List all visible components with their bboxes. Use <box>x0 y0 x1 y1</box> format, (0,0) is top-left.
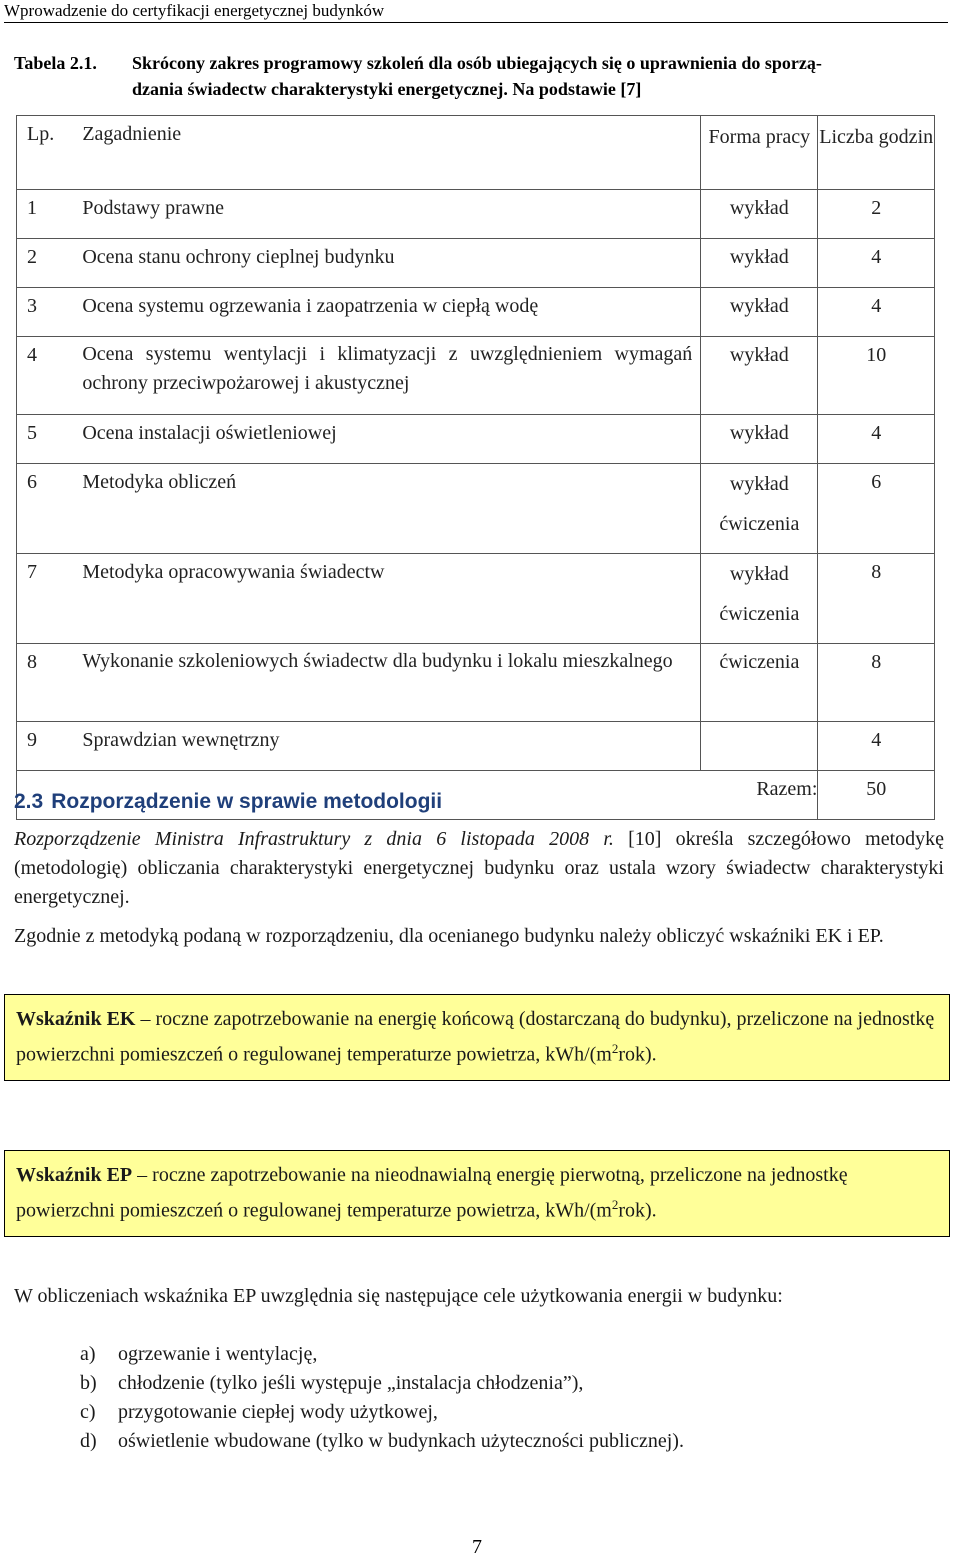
total-value: 50 <box>818 771 935 820</box>
table-caption-line1: Skrócony zakres programowy szkoleń dla osób ubiegających się o uprawnienia do sporzą- <box>132 53 822 73</box>
list-text: ogrzewanie i wentylację, <box>118 1343 318 1365</box>
row-topic: Metodyka obliczeń <box>82 464 700 554</box>
row-topic: Sprawdzian wewnętrzny <box>82 722 700 771</box>
definition-ep: – roczne zapotrzebowanie na nieodnawialną energię pierwotną, przeliczone na jednostkę powierzchni pomieszczeń o regulowanej temperaturze powietrza, kWh/(m <box>16 1164 848 1222</box>
table-row <box>17 464 935 554</box>
row-lp: 3 <box>17 288 83 337</box>
row-lp: 4 <box>17 337 83 415</box>
definition-ep-tail: rok). <box>618 1199 657 1222</box>
list-marker: d) <box>80 1430 97 1452</box>
row-hours: 8 <box>818 554 935 644</box>
row-forma: wykład <box>701 337 818 415</box>
row-hours: 8 <box>818 644 935 722</box>
row-hours: 4 <box>818 288 935 337</box>
table-row <box>17 722 935 771</box>
row-lp: 1 <box>17 190 83 239</box>
row-lp: 6 <box>17 464 83 554</box>
header-godziny: Liczba godzin <box>818 116 935 190</box>
sup-ep: 2 <box>611 1197 619 1212</box>
paragraph-ep-uses: W obliczeniach wskaźnika EP uwzględnia się następujące cele użytkowania energii w budynku: <box>14 1285 783 1307</box>
row-topic: Ocena instalacji oświetleniowej <box>82 415 700 464</box>
row-forma: wykład <box>701 239 818 288</box>
table-header-row <box>17 116 935 190</box>
row-hours: 6 <box>818 464 935 554</box>
row-forma <box>701 554 818 644</box>
table-row <box>17 644 935 722</box>
row-topic: Ocena stanu ochrony cieplnej budynku <box>82 239 700 288</box>
regulation-title: Rozporządzenie Ministra Infrastruktury z dnia 6 listopada 2008 r. <box>14 828 614 850</box>
row-hours: 10 <box>818 337 935 415</box>
row-lp: 9 <box>17 722 83 771</box>
table-row <box>17 239 935 288</box>
running-header <box>4 0 948 23</box>
row-hours: 2 <box>818 190 935 239</box>
paragraph-method: Zgodnie z metodyką podaną w rozporządzeniu, dla ocenianego budynku należy obliczyć wskaźniki EK i EP. <box>14 925 884 947</box>
row-forma: ćwiczenia <box>701 644 818 722</box>
row-topic: Podstawy prawne <box>82 190 700 239</box>
forma-item: wykład <box>729 473 789 495</box>
row-forma <box>701 464 818 554</box>
course-table <box>16 115 935 820</box>
list-marker: a) <box>80 1343 96 1365</box>
row-forma: wykład <box>701 190 818 239</box>
row-hours: 4 <box>818 239 935 288</box>
header-lp: Lp. <box>17 116 83 190</box>
row-lp: 7 <box>17 554 83 644</box>
list-text: oświetlenie wbudowane (tylko w budynkach użyteczności publicznej). <box>118 1430 684 1452</box>
term-ep: Wskaźnik EP <box>16 1164 133 1186</box>
row-topic: Ocena systemu wentylacji i klimatyzacji z uwzględnieniem wymagań ochrony przeciwpożarowej i akustycznej <box>82 337 700 415</box>
section-number: 2.3 <box>14 790 44 813</box>
row-lp: 5 <box>17 415 83 464</box>
forma-item: ćwiczenia <box>719 513 800 535</box>
list-marker: b) <box>80 1372 97 1394</box>
table-row <box>17 190 935 239</box>
row-hours: 4 <box>818 722 935 771</box>
definition-ek: – roczne zapotrzebowanie na energię końcową (dostarczaną do budynku), przeliczone na jednostkę powierzchni pomieszczeń o regulowanej temperaturze powietrza, kWh/(m <box>16 1008 935 1066</box>
row-topic: Metodyka opracowywania świadectw <box>82 554 700 644</box>
definition-box-ep <box>4 1150 950 1237</box>
table-row <box>17 415 935 464</box>
table-row <box>17 288 935 337</box>
row-lp: 8 <box>17 644 83 722</box>
table-caption-line2: dzania świadectw charakterystyki energetycznej. Na podstawie [7] <box>132 79 642 99</box>
row-forma <box>701 722 818 771</box>
list-marker: c) <box>80 1401 96 1423</box>
section-heading <box>14 790 442 814</box>
row-topic: Wykonanie szkoleniowych świadectw dla budynku i lokalu mieszkalnego <box>82 644 700 722</box>
table-row <box>17 554 935 644</box>
paragraph-regulation <box>14 825 944 912</box>
header-zagadnienie: Zagadnienie <box>82 116 700 190</box>
forma-item: wykład <box>729 563 789 585</box>
page-number: 7 <box>472 1536 482 1558</box>
definition-box-ek <box>4 994 950 1081</box>
row-forma: wykład <box>701 288 818 337</box>
total-label: Razem: <box>17 771 818 820</box>
term-ek: Wskaźnik EK <box>16 1008 136 1030</box>
section-title: Rozporządzenie w sprawie metodologii <box>51 790 443 813</box>
row-hours: 4 <box>818 415 935 464</box>
row-lp: 2 <box>17 239 83 288</box>
forma-item: ćwiczenia <box>719 603 800 625</box>
row-forma: wykład <box>701 415 818 464</box>
table-number: Tabela 2.1. <box>14 53 97 73</box>
running-title: Wprowadzenie do certyfikacji energetycznej budynków <box>4 1 385 20</box>
list-text: przygotowanie ciepłej wody użytkowej, <box>118 1401 438 1423</box>
regulation-description: [10] określa szczegółowo metodykę (metodologię) obliczania charakterystyki energetycznej budynku oraz ustala wzory świadectw charakterystyki energetycznej. <box>14 828 944 908</box>
list-text: chłodzenie (tylko jeśli występuje „instalacja chłodzenia”), <box>118 1372 584 1394</box>
sup-ek: 2 <box>611 1041 619 1056</box>
table-row <box>17 337 935 415</box>
row-topic: Ocena systemu ogrzewania i zaopatrzenia w ciepłą wodę <box>82 288 700 337</box>
header-forma: Forma pracy <box>701 116 818 190</box>
definition-ek-tail: rok). <box>618 1043 657 1066</box>
